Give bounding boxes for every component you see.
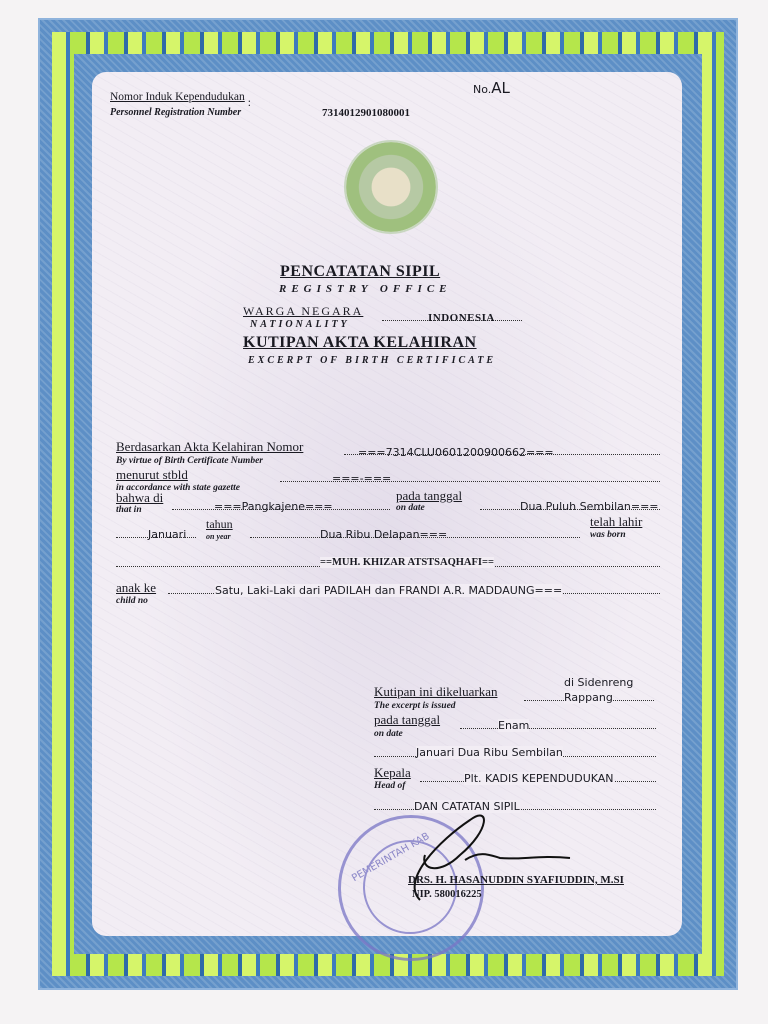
birth-date-label-en: on date [396, 503, 425, 513]
nationality-label-en: NATIONALITY [250, 319, 350, 330]
issue-date-value-2: Januari Dua Ribu Sembilan [416, 746, 563, 759]
born-label: telah lahir [590, 514, 643, 529]
year-label-en: on year [206, 532, 231, 541]
official-name: DRS. H. HASANUDDIN SYAFIUDDIN, M.SI [408, 874, 624, 886]
place-label: bahwa di [116, 490, 164, 505]
head-label: Kepala [374, 765, 411, 780]
nik-value: 7314012901080001 [322, 107, 410, 119]
birth-date-value: Dua Puluh Sembilan=== [520, 500, 659, 513]
child-order-label: anak ke [116, 580, 157, 595]
stbld-value: ===-=== [332, 472, 392, 485]
child-order-label-en: child no [116, 596, 148, 606]
year-label: tahun [206, 517, 233, 531]
nik-label-row [110, 91, 251, 109]
certificate-number: No.AL [473, 79, 510, 97]
document-title: KUTIPAN AKTA KELAHIRAN [243, 334, 477, 351]
birth-place-value: ===Pangkajene=== [214, 500, 333, 513]
office-title: PENCATATAN SIPIL [280, 263, 441, 280]
birth-year-value: Dua Ribu Delapan=== [320, 528, 448, 541]
issued-place-1: di Sidenreng [564, 676, 634, 689]
cert-number-value: ===7314CLU0601200900662=== [358, 446, 554, 459]
birth-month-value: Januari [148, 528, 187, 541]
head-label-en: Head of [374, 781, 406, 791]
cert-number-label: Berdasarkan Akta Kelahiran Nomor [116, 439, 304, 454]
child-name-value: ==MUH. KHIZAR ATSTSAQHAFI== [320, 557, 494, 568]
nik-label-en: Personnel Registration Number [110, 107, 242, 118]
head-value-1: Plt. KADIS KEPENDUDUKAN [464, 772, 614, 785]
born-label-en: was born [590, 530, 626, 540]
birth-date-label: pada tanggal [396, 488, 463, 503]
nationality-label: WARGA NEGARA [243, 304, 364, 318]
nationality-value: INDONESIA [428, 312, 495, 324]
child-order-value: Satu, Laki-Laki dari PADILAH dan FRANDI A.R. MADDAUNG=== [215, 584, 563, 597]
nik-colon: : [247, 97, 251, 109]
issue-date-value-1: Enam [498, 719, 530, 732]
office-title-en: REGISTRY OFFICE [279, 283, 452, 295]
issued-label-en: The excerpt is issued [374, 701, 456, 711]
document-title-en: EXCERPT OF BIRTH CERTIFICATE [248, 355, 497, 366]
official-stamp: PEMERINTAH KAB [338, 815, 484, 961]
issue-date-label-en: on date [374, 729, 403, 739]
stbld-label-en: in accordance with state gazette [116, 483, 241, 493]
head-value-2: DAN CATATAN SIPIL [414, 800, 520, 813]
hologram-seal-emblem [346, 142, 436, 232]
issued-place-2: Rappang [564, 691, 613, 704]
cert-number-label-en: By virtue of Birth Certificate Number [116, 456, 263, 466]
place-label-en: that in [116, 505, 142, 515]
stbld-label: menurut stbld [116, 467, 188, 482]
nik-label: Nomor Induk Kependudukan [110, 91, 245, 103]
issue-date-label: pada tanggal [374, 712, 441, 727]
issued-label: Kutipan ini dikeluarkan [374, 684, 498, 699]
official-nip: NIP. 580016225 [412, 889, 482, 900]
